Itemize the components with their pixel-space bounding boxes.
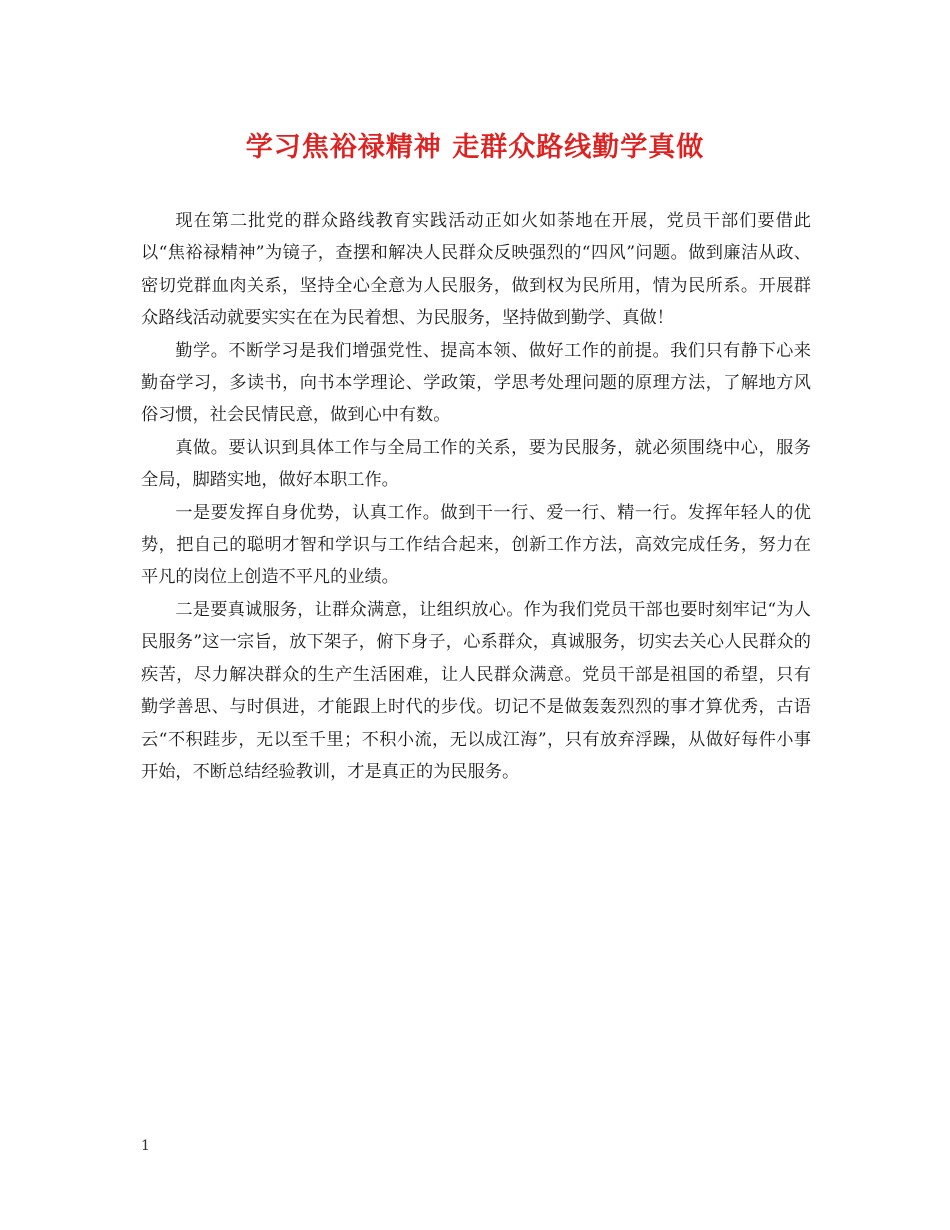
paragraph-practice: 真做。要认识到具体工作与全局工作的关系，要为民服务，就必须围绕中心，服务全局，脚踏实地，做好本职工作。 [141, 437, 811, 491]
paragraph-study: 勤学。不断学习是我们增强党性、提高本领、做好工作的前提。我们只有静下心来勤奋学习，多读书，向书本学理论、学政策，学思考处理问题的原理方法，了解地方风俗习惯，社会民情民意，做到心中有数。 [141, 340, 811, 426]
document-body [141, 205, 811, 788]
page-number: 1 [141, 1138, 150, 1154]
paragraph-point-one: 一是要发挥自身优势，认真工作。做到干一行、爱一行、精一行。发挥年轻人的优势，把自己的聪明才智和学识与工作结合起来，创新工作方法，高效完成任务，努力在平凡的岗位上创造不平凡的业绩。 [141, 502, 811, 588]
paragraph-point-two: 二是要真诚服务，让群众满意，让组织放心。作为我们党员干部也要时刻牢记“为人民服务”这一宗旨，放下架子，俯下身子，心系群众，真诚服务，切实去关心人民群众的疾苦，尽力解决群众的生产生活困难，让人民群众满意。党员干部是祖国的希望，只有勤学善思、与时俱进，才能跟上时代的步伐。切记不是做轰轰烈烈的事才算优秀，古语云“不积跬步，无以至千里；不积小流，无以成江海”，只有放弃浮躁，从做好每件小事开始，不断总结经验教训，才是真正的为民服务。 [141, 599, 811, 782]
document-title: 学习焦裕禄精神 走群众路线勤学真做 [245, 132, 705, 163]
paragraph-intro: 现在第二批党的群众路线教育实践活动正如火如荼地在开展，党员干部们要借此以“焦裕禄精神”为镜子，查摆和解决人民群众反映强烈的“四风”问题。做到廉洁从政、密切党群血肉关系，坚持全心全意为人民服务，做到权为民所用，情为民所系。开展群众路线活动就要实实在在为民着想、为民服务，坚持做到勤学、真做！ [141, 211, 811, 329]
